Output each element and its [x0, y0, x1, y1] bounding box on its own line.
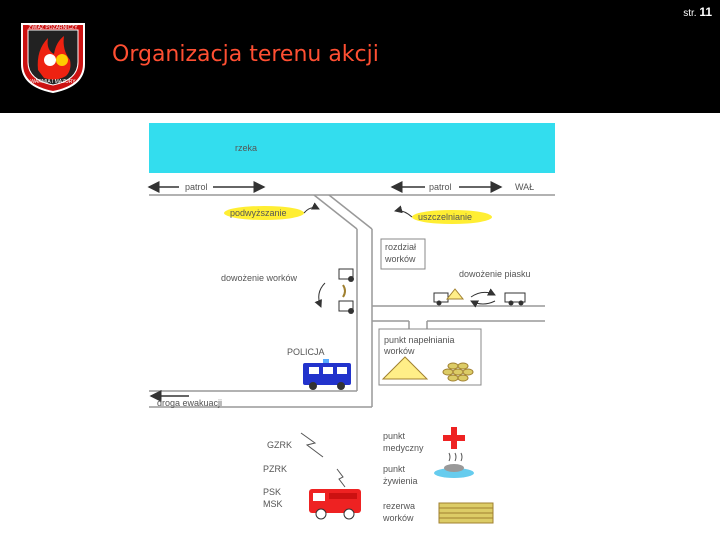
sealing-label: uszczelnianie: [418, 212, 473, 222]
bag-reserve-line1: rezerwa: [383, 501, 416, 511]
patrol-left-label: patrol: [185, 182, 208, 192]
bag-reserve-line2: worków: [383, 513, 414, 523]
bag-delivery-label: dowożenie worków: [221, 273, 298, 283]
page-number: [683, 5, 712, 19]
police-label: POLICJA: [287, 347, 325, 357]
food-point-line2: żywienia: [383, 476, 418, 486]
page-prefix: str.: [683, 8, 697, 19]
filling-point-line1: punkt napełniania: [384, 335, 455, 345]
medical-cross-icon: [443, 427, 465, 449]
logo-bottom-text: WARMIA I MAZURY: [30, 79, 76, 85]
fire-truck: [309, 489, 361, 519]
medical-point-line2: medyczny: [383, 443, 424, 453]
pzrk-label: PZRK: [263, 464, 288, 474]
river: [149, 123, 555, 173]
gzrk-label: GZRK: [267, 440, 293, 450]
logo-top-text: ZWIĄZ POŻARNICZY: [28, 25, 78, 31]
raising-label: podwyższanie: [230, 208, 287, 218]
sand-delivery-label: dowożenie piasku: [459, 269, 531, 279]
bag-distribution-line2: worków: [385, 254, 416, 264]
psk-label: PSK: [263, 487, 282, 497]
flood-action-diagram: [129, 113, 585, 540]
evacuation-road-label: droga ewakuacji: [157, 398, 223, 408]
river-label: rzeka: [235, 143, 258, 153]
bag-distribution-line1: rozdział: [385, 242, 417, 252]
slide-title: Organizacja terenu akcji: [112, 42, 379, 67]
fire-brigade-logo: [18, 20, 88, 94]
msk-label: MSK: [263, 499, 283, 509]
food-point-line1: punkt: [383, 464, 406, 474]
food-bowl-icon: [434, 453, 474, 478]
embankment-label: WAŁ: [515, 182, 535, 192]
page-number-value: 11: [699, 5, 712, 19]
patrol-right-label: patrol: [429, 182, 452, 192]
filling-point-line2: worków: [384, 346, 415, 356]
header-bar: [0, 0, 720, 113]
bag-reserve-stack: [439, 503, 493, 523]
police-van: [303, 359, 351, 390]
medical-point-line1: punkt: [383, 431, 406, 441]
